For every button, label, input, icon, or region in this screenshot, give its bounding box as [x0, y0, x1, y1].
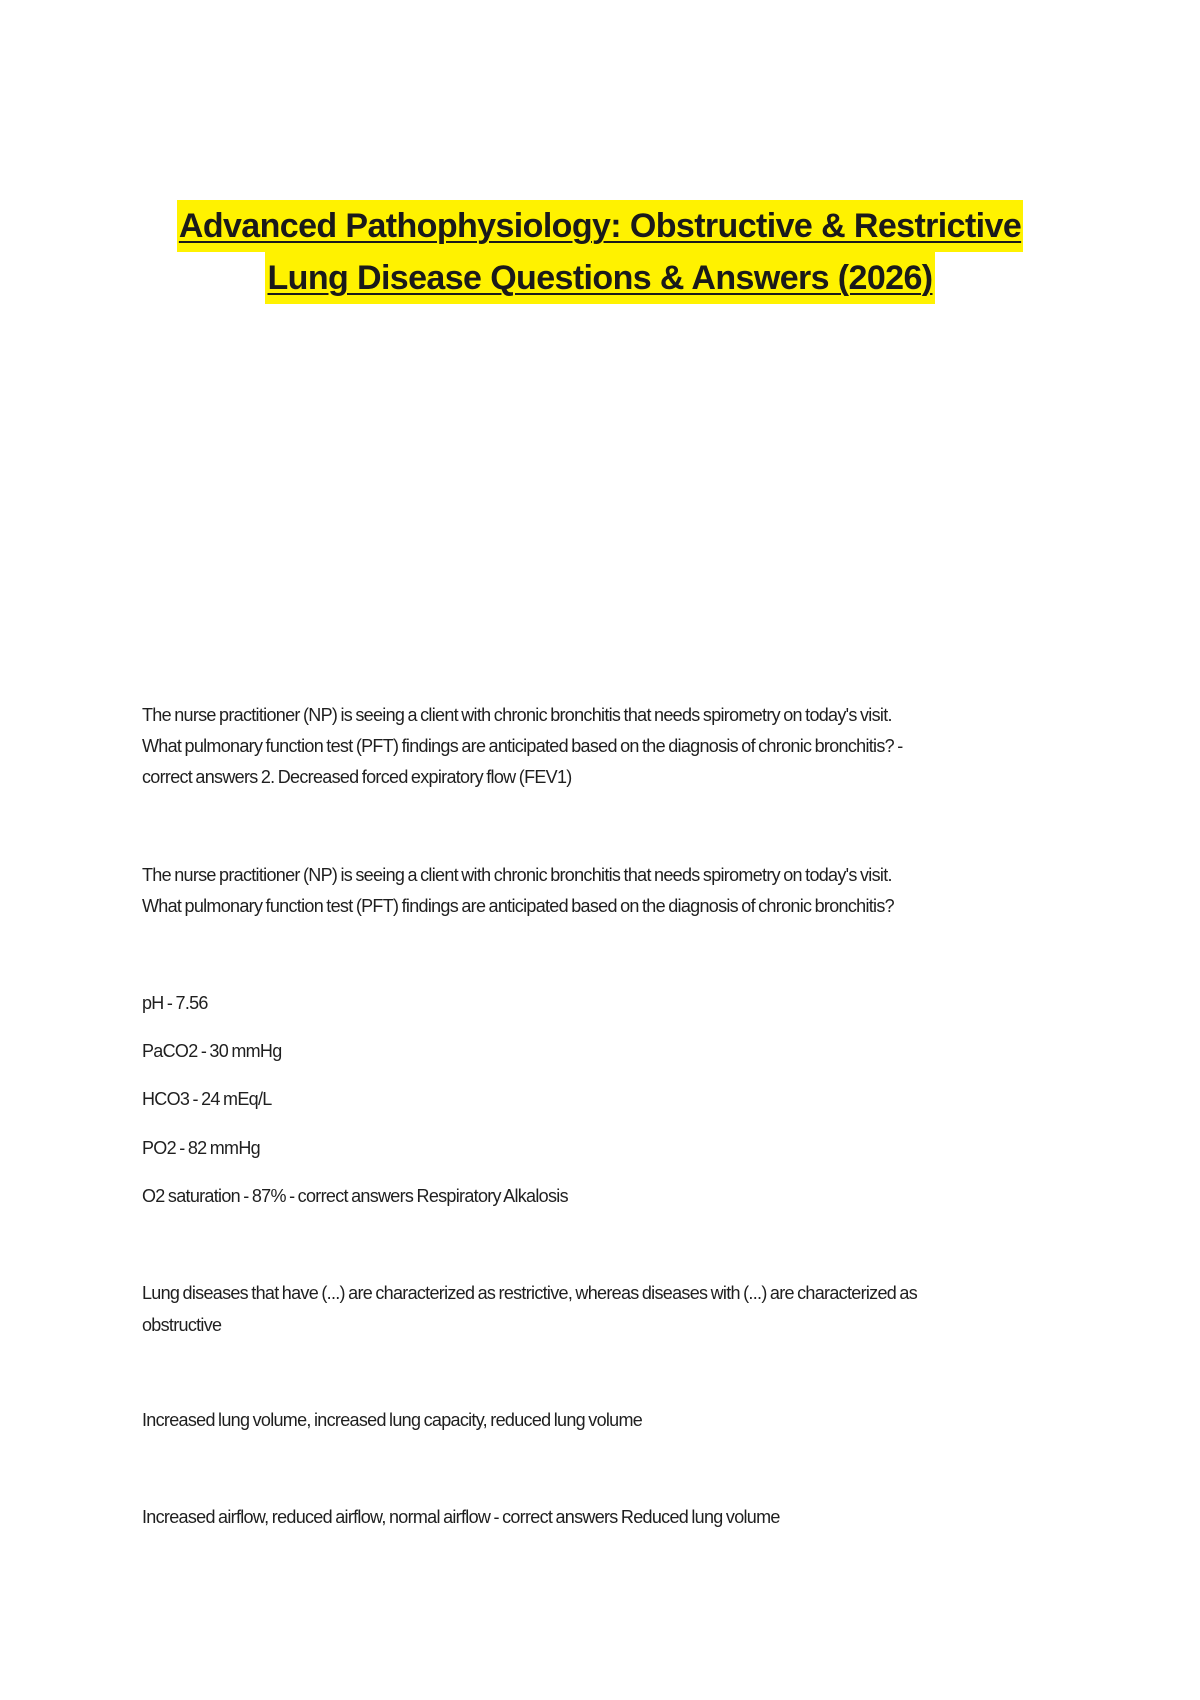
title-line-1: Advanced Pathophysiology: Obstructive & Restrictive [177, 200, 1023, 252]
document-title [140, 200, 1060, 304]
question-3-option-2-answer: Increased airflow, reduced airflow, normal airflow - correct answers Reduced lung volume [142, 1507, 780, 1527]
abg-ph: pH - 7.56 [142, 993, 208, 1013]
question-3-option-1: Increased lung volume, increased lung capacity, reduced lung volume [142, 1410, 643, 1430]
question-2-line-2: What pulmonary function test (PFT) findings are anticipated based on the diagnosis of chronic bronchitis? [142, 896, 894, 916]
question-3-line-2: obstructive [142, 1315, 222, 1335]
abg-po2: PO2 - 82 mmHg [142, 1138, 260, 1158]
title-line-2: Lung Disease Questions & Answers (2026) [265, 252, 934, 304]
question-1-line-2: What pulmonary function test (PFT) findings are anticipated based on the diagnosis of chronic bronchitis? - [142, 736, 903, 756]
abg-hco3: HCO3 - 24 mEq/L [142, 1089, 272, 1109]
question-1-answer: correct answers 2. Decreased forced expiratory flow (FEV1) [142, 767, 572, 787]
question-2-line-1: The nurse practitioner (NP) is seeing a client with chronic bronchitis that needs spirometry on today's visit. [142, 865, 892, 885]
question-3-line-1: Lung diseases that have (...) are characterized as restrictive, whereas diseases with (...) are characterized as [142, 1283, 917, 1303]
question-1-line-1: The nurse practitioner (NP) is seeing a client with chronic bronchitis that needs spirometry on today's visit. [142, 705, 892, 725]
abg-paco2: PaCO2 - 30 mmHg [142, 1041, 282, 1061]
abg-o2-saturation-answer: O2 saturation - 87% - correct answers Respiratory Alkalosis [142, 1186, 568, 1206]
